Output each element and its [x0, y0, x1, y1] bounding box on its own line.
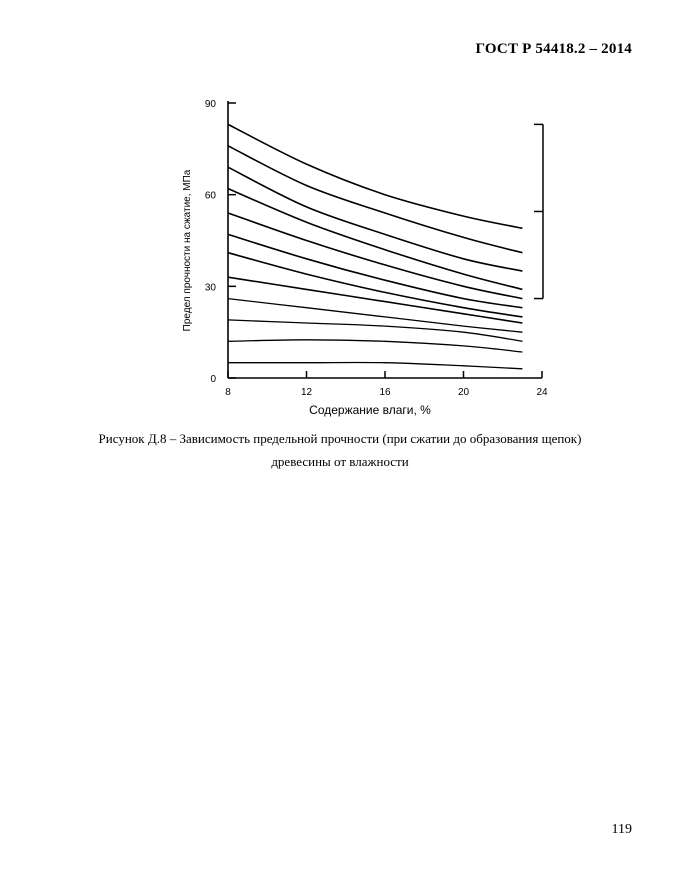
figure-caption-line-2: древесины от влажности: [271, 454, 409, 469]
series-line-curve-6: [228, 234, 522, 307]
y-tick-label: 90: [204, 99, 216, 110]
y-tick-label: 60: [204, 190, 216, 202]
y-tick-label: 30: [204, 282, 216, 294]
series-line-curve-11: [228, 340, 522, 352]
series-line-curve-4: [228, 189, 522, 290]
x-tick-label: 12: [300, 387, 313, 398]
right-bracket: [534, 124, 543, 298]
x-tick-label: 8: [225, 387, 231, 398]
chart-curves: [228, 124, 522, 368]
page-number: 119: [611, 822, 632, 837]
moisture-strength-chart: [0, 0, 680, 420]
series-line-curve-10: [228, 320, 522, 341]
series-line-curve-5: [228, 213, 522, 299]
x-axis-title: Содержание влаги, %: [309, 403, 431, 417]
series-line-curve-2: [228, 146, 522, 253]
x-tick-label: 20: [457, 387, 470, 398]
y-axis-title: Предел прочности на сжатие, МПа: [182, 169, 193, 332]
x-tick-label: 24: [536, 387, 548, 398]
series-line-curve-1: [228, 124, 522, 228]
series-line-curve-12: [228, 362, 522, 368]
figure-caption-line-1: Рисунок Д.8 – Зависимость предельной прочности (при сжатии до образования щепок): [98, 431, 582, 446]
document-header: ГОСТ Р 54418.2 – 2014: [475, 41, 632, 57]
y-tick-label: 0: [210, 374, 216, 385]
chart-labels: [182, 99, 548, 417]
x-tick-label: 16: [379, 387, 391, 398]
